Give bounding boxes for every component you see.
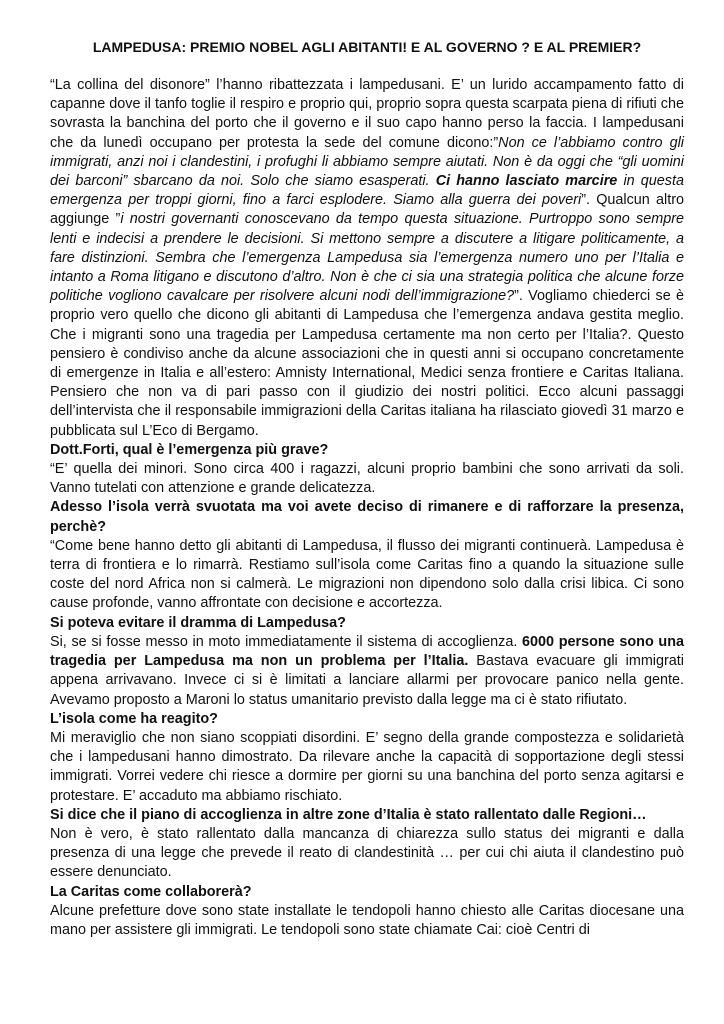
answer-2: “Come bene hanno detto gli abitanti di Lampedusa, il flusso dei migranti continuerà. Lampedusa è terra di frontiera e lo rimarrà. Restiamo sull’isola come Caritas fino a quando la situazione sulle coste del nord Africa non si calmerà. Le migrazioni non dipendono solo dalla crisi libica. Ci sono cause profonde, vanno affrontate con decisione e accortezza. [50, 537, 684, 612]
question-5: Si dice che il piano di accoglienza in altre zone d’Italia è stato rallentato dalle Regioni… [50, 806, 647, 823]
question-3: Si poteva evitare il dramma di Lampedusa? [50, 614, 346, 631]
article-title: LAMPEDUSA: PREMIO NOBEL AGLI ABITANTI! E AL GOVERNO ? E AL PREMIER? [92, 39, 642, 55]
question-6: La Caritas come collaborerà? [50, 883, 252, 900]
intro-quote-2: i nostri governanti conoscevano da tempo questa situazione. Purtroppo sono sempre lenti e indecisi a prendere le decisioni. Si mettono sempre a discutere a litigare politicamente, a fare distinzioni. Sembra che l’emergenza Lampedusa sia l’emergenza numero uno per l’Italia e intanto a Roma litigano e discutono d’altro. Non è che ci sia una strategia politica che alcune forze politiche vogliono cavalcare per risolvere alcuni nodi dell’immigrazione? [50, 211, 684, 305]
intro-text-1: “La collina del disonore” l’hanno ribattezzata i lampedusani. E’ un lurido accampamento fatto di capanne dove il tanfo toglie il respiro e proprio qui, proprio sopra questa scarpata piena di rifiuti che sovrasta la banchina del porto che il governo e il suo capo hanno perso la faccia. I lampedusani che da lunedì occupano per protesta la sede del comune dicono:” [50, 77, 684, 151]
intro-quote-1-bold: Ci hanno lasciato marcire [435, 173, 618, 190]
intro-quote-1: Non ce l’abbiamo contro gli immigrati, anzi noi i clandestini, i profughi li abbiamo sempre aiutati. Non è da oggi che “gli uomini dei barconi” sbarcano da noi. Solo che siamo esasperati. [50, 134, 684, 190]
intro-text-2: ”. Qualcun altro aggiunge ” [50, 192, 684, 228]
answer-3-part-1: Si, se si fosse messo in moto immediatamente il sistema di accoglienza. [50, 633, 523, 650]
article-body [50, 76, 684, 940]
intro-paragraph [50, 76, 684, 441]
answer-6: Alcune prefetture dove sono state installate le tendopoli hanno chiesto alle Caritas diocesane una mano per assistere gli immigrati. Le tendopoli sono state chiamate Cai: cioè Centri di [50, 902, 684, 938]
question-2: Adesso l’isola verrà svuotata ma voi avete deciso di rimanere e di rafforzare la presenza, perchè? [50, 499, 684, 535]
question-4: L’isola come ha reagito? [50, 710, 218, 727]
question-1: Dott.Forti, qual è l’emergenza più grave? [50, 441, 329, 458]
intro-quote-1-cont: in questa emergenza per troppi giorni, fino a farci esplodere. Siamo alla guerra dei poveri [50, 173, 684, 209]
answer-3-bold: 6000 persone sono una tragedia per Lampedusa ma non un problema per l’Italia. [50, 633, 684, 670]
answer-3-part-2: Bastava evacuare gli immigrati appena arrivavano. Invece ci si è limitati a lanciare allarmi per provocare panico nella gente. Avevamo proposto a Maroni lo status umanitario previsto dalla legge ma ci è stato rifiutato. [50, 653, 684, 708]
intro-text-3: ”. Vogliamo chiederci se è proprio vero quello che dicono gli abitanti di Lampedusa che l’emergenza andava gestita meglio. Che i migranti sono una tragedia per Lampedusa certamente ma non certo per l’Italia?. Questo pensiero è condiviso anche da alcune associazioni che in questi anni si occupano concretamente di emergenze in Italia e all’estero: Amnisty International, Medici senza frontiere e Caritas Italiana. Pensiero che non va di pari passo con il giudizio dei nostri politici. Ecco alcuni passaggi dell’intervista che il responsabile immigrazioni della Caritas italiana ha rilasciato giovedì 31 marzo e pubblicata sul L’Eco di Bergamo. [50, 288, 685, 439]
answer-5: Non è vero, è stato rallentato dalla mancanza di chiarezza sullo status dei migranti e dalla presenza di una legge che prevede il reato di clandestinità … per cui chi aiuta il clandestino può essere denunciato. [50, 825, 684, 881]
answer-1: “E’ quella dei minori. Sono circa 400 i ragazzi, alcuni proprio bambini che sono arrivati da soli. Vanno tutelati con attenzione e grande delicatezza. [50, 461, 684, 497]
answer-3 [50, 633, 684, 710]
answer-4: Mi meraviglio che non siano scoppiati disordini. E’ segno della grande compostezza e solidarietà che i lampedusani hanno dimostrato. Da rilevare anche la capacità di sopportazione degli stessi immigrati. Vorrei vedere chi riesce a dormire per giorni su una banchina del porto senza agitarsi e protestare. E’ accaduto ma abbiamo rischiato. [50, 729, 684, 804]
